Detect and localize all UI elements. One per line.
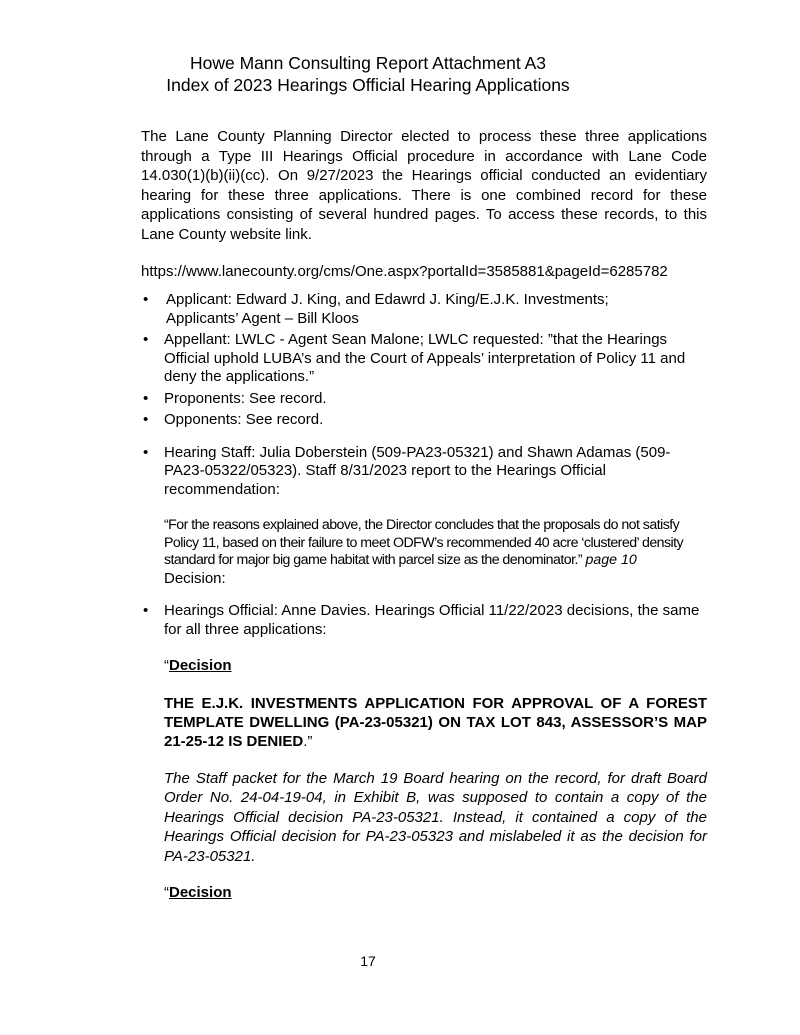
hearings-official-text: Hearings Official: Anne Davies. Hearings Official 11/22/2023 decisions, the same for all three applications: bbox=[164, 602, 700, 638]
decision-close-quote: .” bbox=[303, 732, 313, 750]
opponents-text: Opponents: See record. bbox=[164, 411, 324, 428]
bullet-icon: • bbox=[143, 389, 149, 407]
proponents-text: Proponents: See record. bbox=[164, 389, 327, 407]
list-item-opponents bbox=[141, 411, 707, 430]
list-item-hearings-official bbox=[141, 602, 707, 903]
hearing-staff-text: Hearing Staff: Julia Doberstein (509-PA23-05321) and Shawn Adamas (509-PA23-05322/05323). Staff 8/31/2023 report to the Hearings Official recommendation: bbox=[164, 443, 671, 498]
list-item-proponents bbox=[141, 390, 707, 409]
decision-open-quote: “ bbox=[164, 657, 169, 674]
bullet-icon: • bbox=[143, 411, 149, 428]
second-decision-heading bbox=[164, 884, 707, 903]
lane-county-link[interactable]: https://www.lanecounty.org/cms/One.aspx?portalId=3585881&pageId=6285782 bbox=[141, 263, 668, 280]
staff-recommendation-quote bbox=[164, 517, 707, 570]
bullet-icon: • bbox=[143, 602, 149, 619]
decision-heading bbox=[164, 657, 707, 676]
intro-paragraph: The Lane County Planning Director elected to process these three applications through a Type III Hearings Official procedure in accordance with Lane Code 14.030(1)(b)(ii)(cc). On 9/27/2023 the Hearings official conducted an evidentiary hearing for these three applications. There is one combined record for these applications consisting of several hundred pages. To access these records, to this Lane County website link. bbox=[141, 128, 707, 243]
report-header bbox=[0, 52, 736, 96]
header-subtitle: Index of 2023 Hearings Official Hearing Applications bbox=[166, 75, 570, 95]
list-item-applicant bbox=[141, 291, 707, 328]
hearing-participants-list bbox=[141, 291, 707, 903]
applicant-line-2: Applicants’ Agent – Bill Kloos bbox=[166, 309, 359, 327]
bullet-icon: • bbox=[143, 443, 149, 461]
second-decision-open-quote: “ bbox=[164, 884, 169, 901]
second-decision-label: Decision bbox=[169, 884, 232, 901]
decision-statement-text: THE E.J.K. INVESTMENTS APPLICATION FOR APPROVAL OF A FOREST TEMPLATE DWELLING (PA-23-05321) ON TAX LOT 843, ASSESSOR’S MAP 21-25-12 IS DENIED bbox=[164, 694, 707, 750]
applicant-line-1: Applicant: Edward J. King, and Edawrd J. King/E.J.K. Investments; bbox=[166, 291, 609, 308]
decision-statement bbox=[164, 694, 707, 751]
staff-quote-page-ref: page 10 bbox=[585, 552, 637, 568]
staff-packet-note: The Staff packet for the March 19 Board hearing on the record, for draft Board Order No. 24-04-19-04, in Exhibit B, was supposed to contain a copy of the Hearings Official decision PA-23-05321. Instead, it contained a copy of the Hearings Official decision for PA-23-05323 and mislabeled it as the decision for PA-23-05321. bbox=[164, 769, 707, 865]
header-title: Howe Mann Consulting Report Attachment A3 bbox=[189, 53, 547, 73]
bullet-icon: • bbox=[143, 331, 149, 348]
bullet-icon: • bbox=[143, 291, 149, 308]
list-item-hearing-staff bbox=[141, 444, 707, 589]
staff-decision-label: Decision: bbox=[164, 569, 226, 587]
staff-quote-text: “For the reasons explained above, the Director concludes that the proposals do not satisfy Policy 11, based on their failure to meet ODFW’s recommended 40 acre ‘clustered’ density standard for major big game habitat with parcel size as the denominator.” bbox=[164, 517, 684, 568]
appellant-text: Appellant: LWLC - Agent Sean Malone; LWLC requested: ”that the Hearings Official uphold LUBA’s and the Court of Appeals’ interpretation of Policy 11 and deny the applications.” bbox=[164, 331, 686, 385]
page-content bbox=[141, 127, 707, 906]
page-number: 17 bbox=[360, 953, 376, 969]
decision-label: Decision bbox=[169, 657, 232, 674]
list-item-appellant bbox=[141, 331, 707, 387]
